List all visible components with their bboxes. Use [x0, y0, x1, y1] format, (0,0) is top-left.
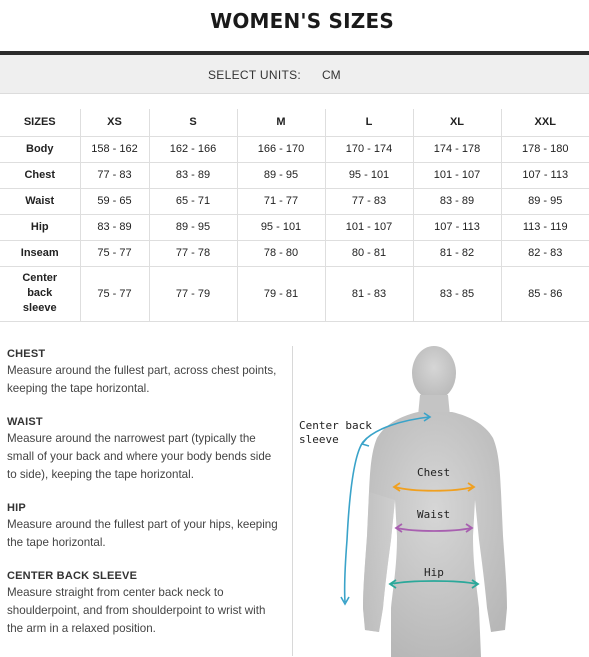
column-header-sizes: SIZES: [0, 109, 80, 136]
column-header-m: M: [237, 109, 325, 136]
body-silhouette: [363, 346, 507, 657]
table-cell: 81 - 82: [413, 240, 501, 266]
row-label: Waist: [0, 188, 80, 214]
table-row-chest: [0, 162, 589, 188]
table-cell: 75 - 77: [80, 240, 149, 266]
table-cell: 95 - 101: [237, 214, 325, 240]
column-header-s: S: [149, 109, 237, 136]
sleeve-label-line2: sleeve: [299, 433, 339, 446]
table-cell: 77 - 83: [80, 162, 149, 188]
column-header-xs: XS: [80, 109, 149, 136]
instruction-text: Measure around the fullest part of your hips, keeping the tape horizontal.: [7, 518, 278, 549]
instruction-text: Measure around the narrowest part (typically the small of your back and where your body bends side to side), keeping the tape horizontal.: [7, 432, 272, 481]
table-cell: 83 - 89: [413, 188, 501, 214]
table-cell: 82 - 83: [501, 240, 589, 266]
table-row-body: [0, 136, 589, 162]
table-cell: 77 - 78: [149, 240, 237, 266]
instruction-chest: [7, 346, 282, 398]
table-cell: 170 - 174: [325, 136, 413, 162]
sleeve-label-line1: Center back: [299, 419, 372, 432]
table-row-center-back-sleeve: [0, 266, 589, 321]
table-cell: 65 - 71: [149, 188, 237, 214]
instruction-heading: CENTER BACK SLEEVE: [7, 570, 138, 582]
row-label: [0, 266, 80, 321]
table-cell: 107 - 113: [501, 162, 589, 188]
table-cell: 83 - 85: [413, 266, 501, 321]
instruction-text: Measure around the fullest part, across chest points, keeping the tape horizontal.: [7, 364, 277, 395]
table-cell: 89 - 95: [501, 188, 589, 214]
row-label: Hip: [0, 214, 80, 240]
units-bar: [0, 55, 589, 94]
table-cell: 77 - 79: [149, 266, 237, 321]
size-chart-table: [0, 109, 589, 322]
instruction-hip: [7, 500, 282, 552]
waist-label: Waist: [417, 508, 451, 521]
row-label-line: back: [27, 287, 53, 299]
table-cell: 89 - 95: [149, 214, 237, 240]
hip-label: Hip: [424, 566, 444, 579]
column-header-l: L: [325, 109, 413, 136]
instruction-center-back-sleeve: [7, 568, 282, 638]
row-label: Body: [0, 136, 80, 162]
table-row-inseam: [0, 240, 589, 266]
table-cell: 79 - 81: [237, 266, 325, 321]
table-cell: 83 - 89: [149, 162, 237, 188]
table-cell: 81 - 83: [325, 266, 413, 321]
measurement-instructions: [7, 346, 282, 654]
table-row-waist: [0, 188, 589, 214]
table-cell: 113 - 119: [501, 214, 589, 240]
table-header-row: [0, 109, 589, 136]
table-cell: 77 - 83: [325, 188, 413, 214]
column-header-xl: XL: [413, 109, 501, 136]
table-cell: 178 - 180: [501, 136, 589, 162]
body-silhouette-illustration: [293, 340, 589, 657]
instruction-heading: CHEST: [7, 348, 46, 360]
table-cell: 59 - 65: [80, 188, 149, 214]
table-cell: 95 - 101: [325, 162, 413, 188]
table-cell: 158 - 162: [80, 136, 149, 162]
table-cell: 85 - 86: [501, 266, 589, 321]
instruction-waist: [7, 414, 282, 484]
page-title: WOMEN'S SIZES: [210, 9, 394, 33]
table-cell: 174 - 178: [413, 136, 501, 162]
instruction-text: Measure straight from center back neck to shoulderpoint, and from shoulderpoint to wrist with the arm in a relaxed position.: [7, 586, 266, 635]
table-cell: 101 - 107: [325, 214, 413, 240]
row-label-line: Center: [22, 272, 58, 284]
table-row-hip: [0, 214, 589, 240]
row-label: Chest: [0, 162, 80, 188]
table-cell: 78 - 80: [237, 240, 325, 266]
units-label: SELECT UNITS:: [208, 68, 302, 82]
units-selector[interactable]: CM: [322, 68, 341, 82]
row-label: Inseam: [0, 240, 80, 266]
body-measurement-figure: [293, 340, 589, 657]
instruction-heading: WAIST: [7, 416, 43, 428]
chest-label: Chest: [417, 466, 451, 479]
table-cell: 80 - 81: [325, 240, 413, 266]
table-cell: 71 - 77: [237, 188, 325, 214]
table-cell: 83 - 89: [80, 214, 149, 240]
instruction-heading: HIP: [7, 502, 26, 514]
table-cell: 89 - 95: [237, 162, 325, 188]
column-header-xxl: XXL: [501, 109, 589, 136]
table-cell: 101 - 107: [413, 162, 501, 188]
table-cell: 166 - 170: [237, 136, 325, 162]
table-cell: 75 - 77: [80, 266, 149, 321]
table-cell: 162 - 166: [149, 136, 237, 162]
table-cell: 107 - 113: [413, 214, 501, 240]
row-label-line: sleeve: [22, 302, 57, 314]
